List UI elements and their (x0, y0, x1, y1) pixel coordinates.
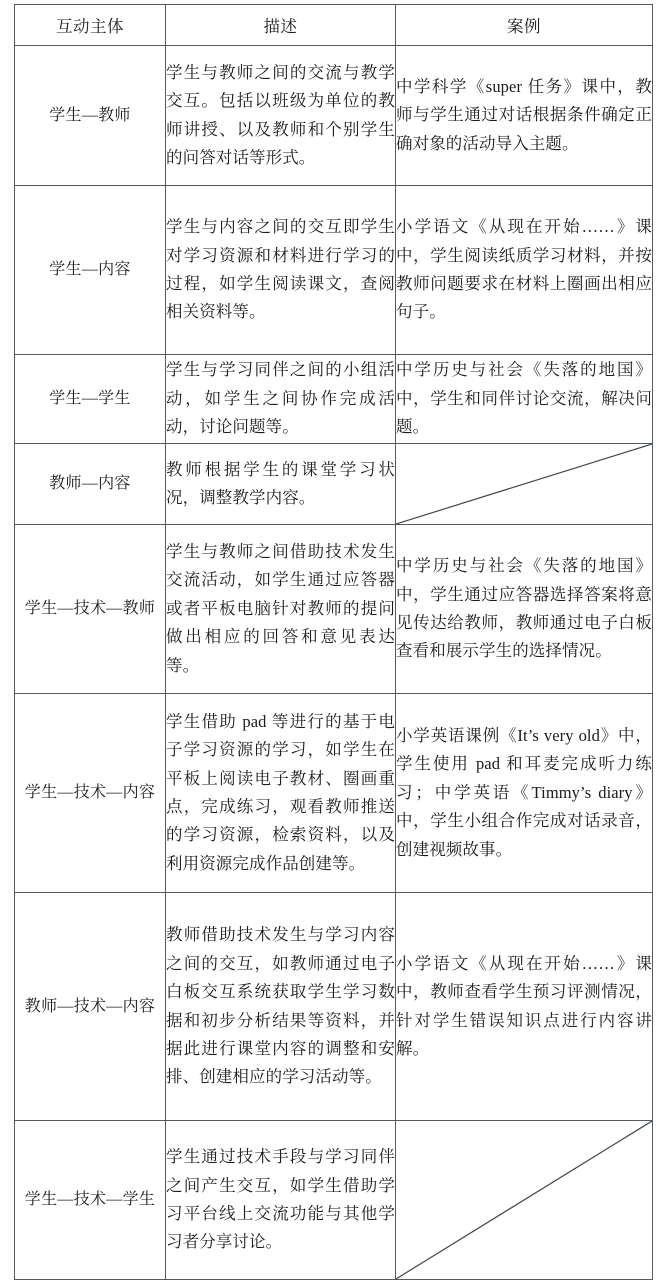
cell-description: 学生通过技术手段与学习同伴之间产生交互，如学生借助学习平台线上交流功能与其他学习者分享讨论。 (166, 1121, 396, 1280)
table-body (15, 46, 653, 1280)
cell-description: 学生与内容之间的交互即学生对学习资源和材料进行学习的过程，如学生阅读课文，查阅相关资料等。 (166, 186, 396, 355)
table-row (15, 1121, 653, 1280)
diagonal-strike-icon (396, 1121, 652, 1279)
column-header-description: 描述 (166, 5, 396, 46)
cell-example: 小学语文《从现在开始……》课中，学生阅读纸质学习材料，并按教师问题要求在材料上圈画出相应句子。 (396, 186, 653, 355)
cell-example: 小学英语课例《It’s very old》中，学生使用 pad 和耳麦完成听力练习；中学英语《Timmy’s diary》中，学生小组合作完成对话录音，创建视频故事。 (396, 694, 653, 893)
cell-description: 学生与教师之间的交流与教学交互。包括以班级为单位的教师讲授、以及教师和个别学生的问答对话等形式。 (166, 46, 396, 186)
cell-description: 学生借助 pad 等进行的基于电子学习资源的学习，如学生在平板上阅读电子教材、圈画重点，完成练习，观看教师推送的学习资源，检索资料，以及利用资源完成作品创建等。 (166, 694, 396, 893)
table-row (15, 893, 653, 1121)
table-row (15, 186, 653, 355)
cell-example-empty (396, 1121, 653, 1280)
cell-subject: 学生—技术—内容 (15, 694, 166, 893)
cell-subject: 学生—学生 (15, 355, 166, 444)
cell-description: 学生与学习同伴之间的小组活动，如学生之间协作完成活动，讨论问题等。 (166, 355, 396, 444)
column-header-example: 案例 (396, 5, 653, 46)
table-row (15, 525, 653, 694)
cell-example: 中学历史与社会《失落的地国》中，学生通过应答器选择答案将意见传达给教师，教师通过电子白板查看和展示学生的选择情况。 (396, 525, 653, 694)
cell-subject: 学生—教师 (15, 46, 166, 186)
table-row (15, 46, 653, 186)
interaction-types-table (14, 4, 653, 1280)
cell-description: 学生与教师之间借助技术发生交流活动，如学生通过应答器或者平板电脑针对教师的提问做出相应的回答和意见表达等。 (166, 525, 396, 694)
cell-description: 教师根据学生的课堂学习状况，调整教学内容。 (166, 444, 396, 525)
cell-example: 中学历史与社会《失落的地国》中，学生和同伴讨论交流，解决问题。 (396, 355, 653, 444)
diagonal-strike-icon (396, 444, 652, 524)
cell-example-empty (396, 444, 653, 525)
table-row (15, 444, 653, 525)
column-header-subject: 互动主体 (15, 5, 166, 46)
cell-example: 中学科学《super 任务》课中，教师与学生通过对话根据条件确定正确对象的活动导入主题。 (396, 46, 653, 186)
table-row (15, 694, 653, 893)
table-header-row (15, 5, 653, 46)
table-row (15, 355, 653, 444)
cell-subject: 学生—技术—学生 (15, 1121, 166, 1280)
cell-subject: 教师—内容 (15, 444, 166, 525)
cell-subject: 学生—内容 (15, 186, 166, 355)
cell-example: 小学语文《从现在开始……》课中，教师查看学生预习评测情况，针对学生错误知识点进行内容讲解。 (396, 893, 653, 1121)
table-header (15, 5, 653, 46)
cell-description: 教师借助技术发生与学习内容之间的交互，如教师通过电子白板交互系统获取学生学习数据和初步分析结果等资料，并据此进行课堂内容的调整和安排、创建相应的学习活动等。 (166, 893, 396, 1121)
cell-subject: 教师—技术—内容 (15, 893, 166, 1121)
cell-subject: 学生—技术—教师 (15, 525, 166, 694)
